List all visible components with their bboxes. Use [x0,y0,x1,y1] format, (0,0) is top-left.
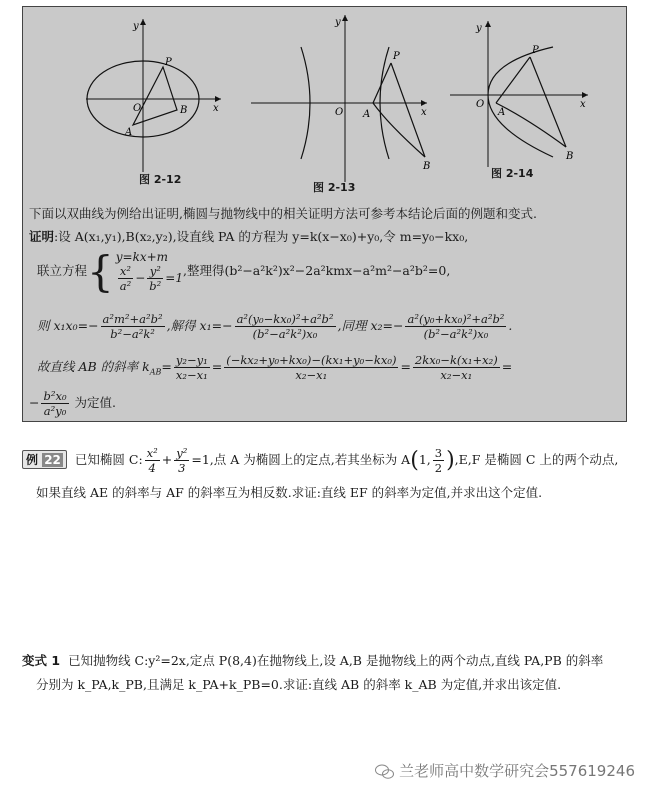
fig12-a-label: A [125,127,133,138]
fig13-b-label: B [423,161,431,172]
line3-mid: ,解得 x₁=− [166,318,233,333]
coord-den: 2 [434,461,443,475]
caption-fig-2-14: 图 2-14 [491,167,534,180]
line3-mid2: ,同理 x₂=− [337,318,404,333]
proof-setup [29,227,468,245]
line4-f1-den: x₂−x₁ [175,368,208,382]
proof-label: 证明 [29,229,55,244]
figures-row [23,7,628,207]
fig14-y-label: y [476,23,482,34]
proof-intro: 下面以双曲线为例给出证明,椭圆与抛物线中的相关证明方法可参考本结论后面的例题和变式. [29,206,537,221]
line4-f3-den: x₂−x₁ [440,368,473,382]
figure-2-14 [448,7,598,177]
coord-close-paren: ) [446,448,455,473]
line5-prefix: − [29,395,40,410]
eq2-b-den: b² [149,279,162,293]
variant-1-line-2: 分别为 k_PA,k_PB,且满足 k_PA+k_PB=0.求证:直线 AB 的斜率 k_AB 为定值,并求出该定值. [36,677,562,692]
fig14-o-label: O [476,99,485,110]
line4-sub: AB [149,367,162,377]
variant-1-line-1 [22,651,603,669]
line5-f-den: a²y₀ [43,404,67,418]
ex-f1-den: 4 [148,461,156,475]
line4-prefix: 故直线 AB 的斜率 k [37,359,150,374]
example-tag-prefix: 例 [26,453,39,467]
fig12-x-label: x [213,103,219,114]
system-suffix: ,整理得(b²−a²k²)x²−2a²kmx−a²m²−a²b²=0, [182,263,451,278]
example-tag [22,450,67,469]
ex-f1-num: x² [146,446,158,460]
coord-pre: 1, [418,452,431,467]
example-tag-number: 22 [44,453,61,467]
line4-eq-3: = [400,359,411,374]
system-eq2: $\frac{\text{x²}}{\text{a²}}$ − $\frac{\text{y²}}{\text{b²}}$ =1 [119,264,183,293]
proof-system-line [37,246,451,296]
line4-f3-num: 2kx₀−k(x₁+x₂) [414,353,498,367]
line4-f1-num: y₂−y₁ [175,353,208,367]
eq2-a-num: x² [118,264,133,279]
variant-label: 变式 1 [22,653,61,668]
variant-text-1: 已知抛物线 C:y²=2x,定点 P(8,4)在抛物线上,设 A,B 是抛物线上的两个动点,直线 PA,PB 的斜率 [68,653,604,668]
line4-eq-4: = [501,359,513,374]
eq2-a-den: a² [119,279,132,293]
figure-2-12 [81,7,231,177]
line3-f3-den: (b²−a²k²)x₀ [423,327,489,341]
line3-f1-den: b²−a²k² [110,327,155,341]
eq2-rest: =1 [165,271,183,285]
fig14-x-label: x [580,99,586,110]
line5-suffix: 为定值. [70,395,117,410]
watermark [375,760,635,781]
fig13-a-label: A [363,109,371,120]
figure-2-13 [249,7,439,187]
fig13-x-label: x [421,107,427,118]
line4-eq-1: = [161,359,172,374]
coord-open-paren: ( [410,448,419,473]
line3-f3-num: a²(y₀+kx₀)²+a²b² [407,312,505,326]
wechat-icon [375,764,395,780]
line4-f2-den: x₂−x₁ [295,368,328,382]
line3-f1-num: a²m²+a²b² [102,312,163,326]
coord-num: 3 [434,446,443,460]
fig14-a-label: A [498,107,506,118]
example-text-a: 已知椭圆 C: [74,452,143,467]
equation-system [116,250,183,293]
eq2-b-num: y² [147,264,163,279]
example-text-c: ,E,F 是椭圆 C 上的两个动点, [454,452,619,467]
fig13-o-label: O [335,107,344,118]
proof-box [22,6,627,422]
ex-plus: + [161,452,173,467]
fig12-p-label: P [165,57,172,68]
example-text-b: =1,点 A 为椭圆上的定点,若其坐标为 A [191,452,411,467]
fig12-b-label: B [180,105,188,116]
caption-fig-2-13: 图 2-13 [313,181,356,194]
proof-setup-text: :设 A(x₁,y₁),B(x₂,y₂),设直线 PA 的方程为 y=k(x−x₀)+y₀,令 m=y₀−kx₀, [54,229,469,244]
fig13-y-label: y [335,17,341,28]
system-prefix: 联立方程 [37,263,88,278]
example-22-line-1 [22,446,618,475]
line3-f2-den: (b²−a²k²)x₀ [252,327,318,341]
system-brace: { [87,246,114,296]
line5-f-num: b²x₀ [43,389,67,403]
line3-prefix: 则 x₁x₀=− [37,318,99,333]
line4-eq-2: = [211,359,223,374]
ex-f2-den: 3 [178,461,186,475]
line3-f2-num: a²(y₀−kx₀)²+a²b² [236,312,334,326]
proof-line-3 [37,312,512,341]
ex-f2-num: y² [176,446,188,460]
fig12-y-label: y [133,21,139,32]
proof-line-5 [29,389,116,418]
proof-line-4 [37,353,512,382]
fig13-p-label: P [393,51,400,62]
system-eq1: y=kx+m [115,250,169,264]
line4-f2-num: (−kx₂+y₀+kx₀)−(kx₁+y₀−kx₀) [226,353,397,367]
caption-fig-2-12: 图 2-12 [139,173,182,186]
line3-end: . [508,318,513,333]
fig14-b-label: B [566,151,574,162]
watermark-text: 兰老师高中数学研究会557619246 [399,762,635,780]
fig12-o-label: O [133,103,142,114]
fig14-p-label: P [532,45,539,56]
example-22-line-2: 如果直线 AE 的斜率与 AF 的斜率互为相反数.求证:直线 EF 的斜率为定值,并求出这个定值. [36,485,543,500]
